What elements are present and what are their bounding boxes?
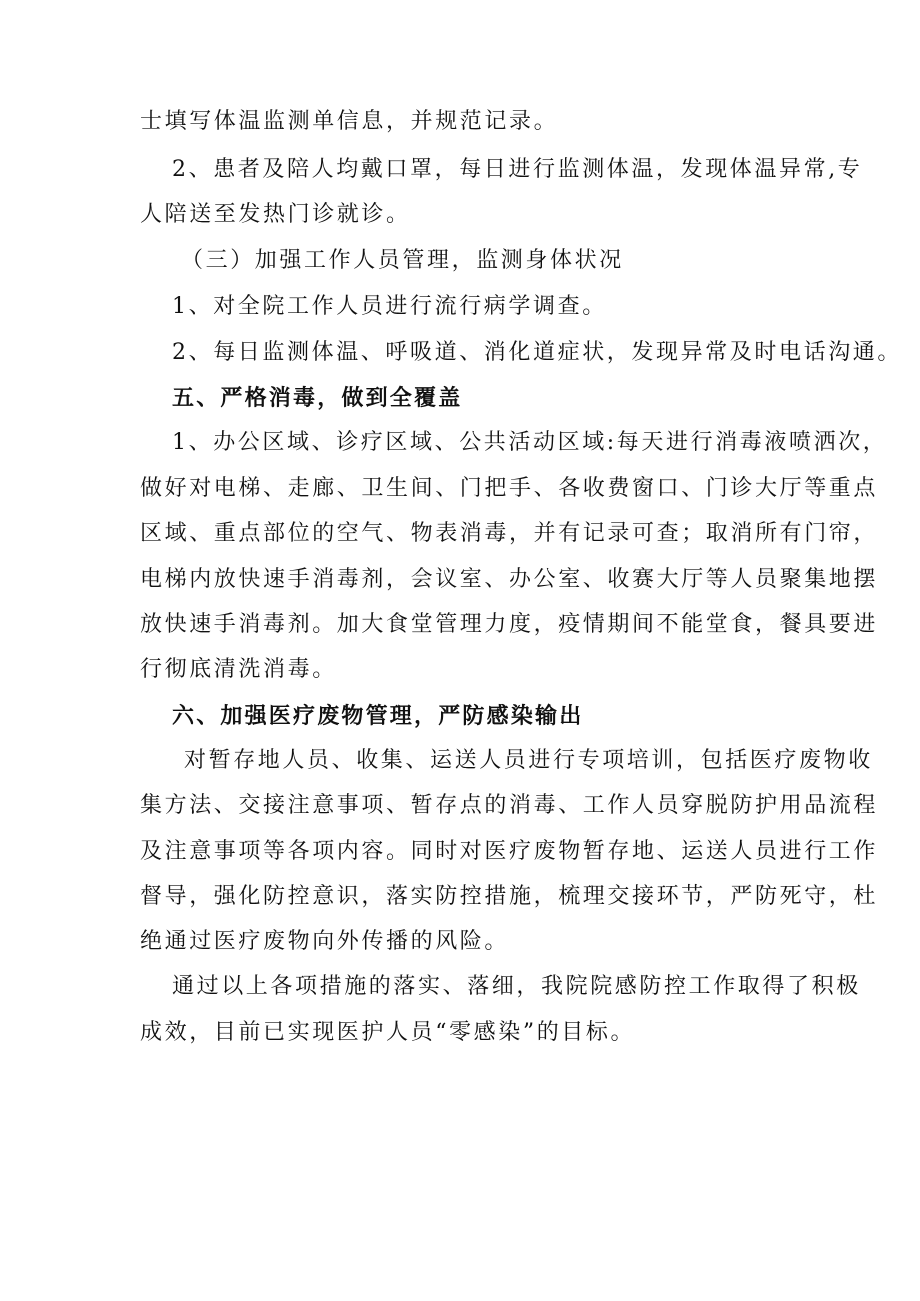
- text-line: 2、每日监测体温、呼吸道、消化道症状，发现异常及时电话沟通。: [172, 340, 902, 365]
- text-line: 做好对电梯、走廊、卫生间、门把手、各收费窗口、门诊大厅等重点: [140, 476, 879, 501]
- text-line: 行彻底清洗消毒。: [140, 657, 337, 682]
- text-line: 电梯内放快速手消毒剂，会议室、办公室、收赛大厅等人员聚集地摆: [140, 567, 879, 592]
- text-line: 士填写体温监测单信息，并规范记录。: [140, 109, 559, 134]
- text-line: 及注意事项等各项内容。同时对医疗废物暂存地、运送人员进行工作: [140, 839, 879, 864]
- text-line: 1、办公区域、诊疗区域、公共活动区域:每天进行消毒液喷洒次，: [172, 430, 888, 455]
- text-line: 1、对全院工作人员进行流行病学调查。: [172, 294, 607, 319]
- text-line: 人陪送至发热门诊就诊。: [140, 202, 411, 227]
- text-line: 成效，目前已实现医护人员“零感染”的目标。: [140, 1020, 636, 1045]
- subsection-heading: （三）加强工作人员管理，监测身体状况: [181, 248, 624, 273]
- section-heading: 五、严格消毒，做到全覆盖: [172, 385, 463, 411]
- text-line: 2、患者及陪人均戴口罩，每日进行监测体温，发现体温异常,专: [172, 157, 863, 182]
- text-line: 通过以上各项措施的落实、落细，我院院感防控工作取得了积极: [172, 974, 861, 999]
- text-line: 督导，强化防控意识，落实防控措施，梳理交接环节，严防死守，杜: [140, 884, 879, 909]
- text-line: 绝通过医疗废物向外传播的风险。: [140, 929, 510, 954]
- text-line: 放快速手消毒剂。加大食堂管理力度，疫情期间不能堂食，餐具要进: [140, 612, 879, 637]
- section-heading: 六、加强医疗废物管理，严防感染输出: [172, 703, 584, 729]
- text-line: 对暂存地人员、收集、运送人员进行专项培训，包括医疗废物收: [184, 748, 873, 773]
- text-line: 集方法、交接注意事项、暂存点的消毒、工作人员穿脱防护用品流程: [140, 793, 879, 818]
- text-line: 区域、重点部位的空气、物表消毒，并有记录可查；取消所有门帘，: [140, 521, 879, 546]
